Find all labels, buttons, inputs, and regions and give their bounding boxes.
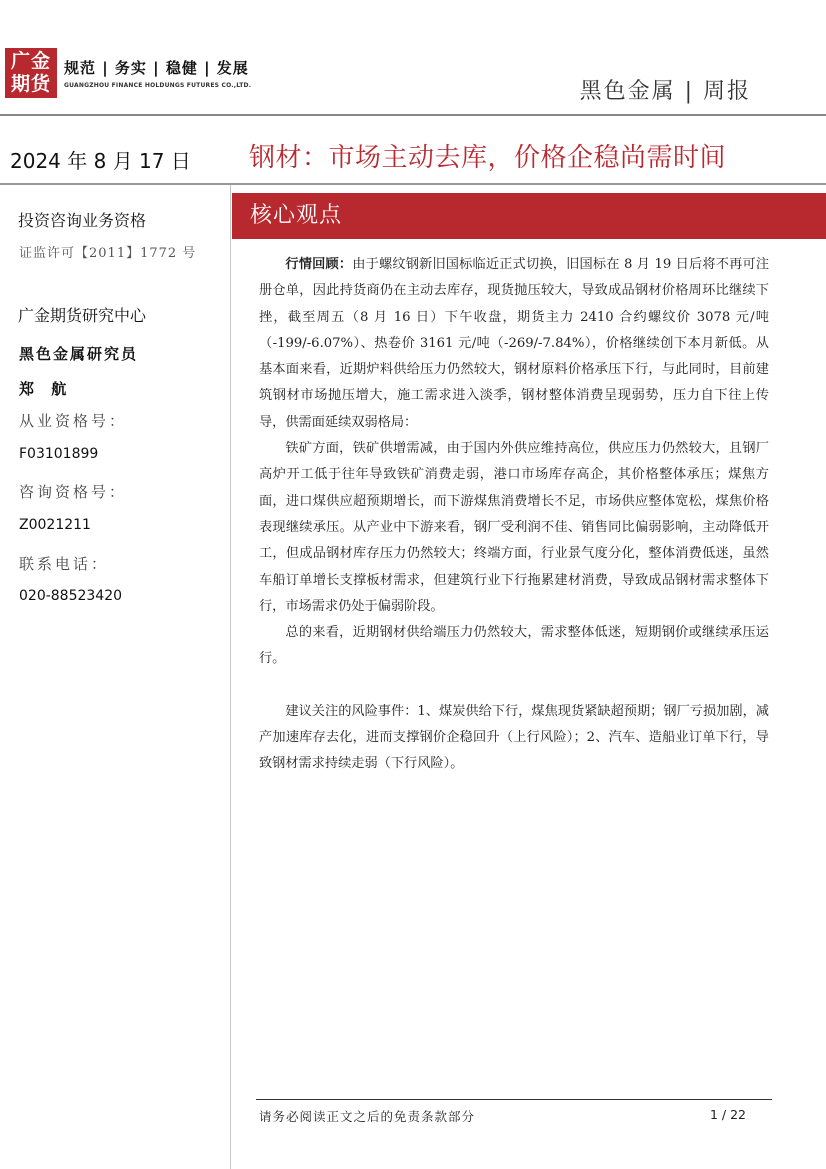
company-slogan: 规范 | 务实 | 稳健 | 发展: [64, 59, 249, 77]
company-name-en: GUANGZHOU FINANCE HOLDUNGS FUTURES CO.,LTD.: [64, 82, 252, 89]
logo-text-line2: 期货: [10, 73, 51, 95]
analyst-name: 郑 航: [19, 380, 73, 398]
company-logo: [5, 48, 57, 98]
license-number: 证监许可【2011】1772 号: [19, 246, 197, 261]
report-type: 黑色金属 | 周报: [579, 79, 751, 104]
paragraph-review: [259, 252, 769, 436]
paragraph-review-text: 由于螺纹钢新旧国标临近正式切换，旧国标在 8 月 19 日后将不再可注册仓单，因此持货商仍在主动去库存，现货抛压较大，导致成品钢材价格周环比继续下挫，截至周五（8 月 16 日）下午收盘，期货主力 2410 合约螺纹价 3078 元/吨（-199/-6.07%）、热卷价 3161 元/吨（-269/-7.84%），价格继续创下本月新低。从基本面来看，近期炉料供给压力仍然较大，钢材原料价格承压下行，与此同时，目前建筑钢材市场抛压增大，施工需求进入淡季，钢材整体消费呈现弱势，压力自下往上传导，供需面延续双弱格局：: [259, 257, 770, 430]
paragraph-supply: 铁矿方面，铁矿供增需减，由于国内外供应维持高位，供应压力仍然较大，且钢厂高炉开工低于往年导致铁矿消费走弱，港口市场库存高企，其价格整体承压；煤焦方面，进口煤供应超预期增长，而下游煤焦消费增长不足，市场供应整体宽松，煤焦价格表现继续承压。从产业中下游来看，钢厂受利润不佳、销售同比偏弱影响，主动降低开工，但成品钢材库存压力仍然较大；终端方面，行业景气度分化，整体消费低迷，虽然车船订单增长支撑板材需求，但建筑行业下行拖累建材消费，导致成品钢材需求整体下行，市场需求仍处于偏弱阶段。: [259, 441, 769, 614]
research-center: 广金期货研究中心: [18, 306, 147, 325]
logo-text-line1: 广金: [10, 50, 51, 72]
qualification-title: 投资咨询业务资格: [18, 211, 147, 230]
report-date: 2024 年 8 月 17 日: [10, 149, 191, 173]
sidebar: [0, 185, 231, 1169]
practice-label: 从业资格号：: [19, 412, 128, 430]
phone-number: 020-88523420: [19, 588, 123, 604]
section-title: 核心观点: [232, 193, 826, 239]
consult-number: Z0021211: [19, 517, 91, 533]
consult-label: 咨询资格号：: [19, 483, 128, 501]
header-divider: [0, 114, 826, 116]
disclaimer-note: 请务必阅读正文之后的免责条款部分: [259, 1109, 476, 1124]
page-number: 1 / 22: [709, 1107, 746, 1122]
lead-label: 行情回顾：: [285, 257, 353, 272]
footer-divider: [256, 1099, 772, 1100]
analyst-role: 黑色金属研究员: [19, 345, 139, 363]
paragraph-risk: 建议关注的风险事件：1、煤炭供给下行，煤焦现货紧缺超预期；钢厂亏损加剧，减产加速库存去化，进而支撑钢价企稳回升（上行风险）；2、汽车、造船业订单下行，导致钢材需求持续走弱（下行风险）。: [259, 703, 769, 772]
core-view-body: [259, 252, 769, 778]
practice-number: F03101899: [19, 446, 99, 462]
paragraph-summary: 总的来看，近期钢材供给端压力仍然较大，需求整体低迷，短期钢价或继续承压运行。: [259, 625, 769, 667]
report-headline: 钢材：市场主动去库，价格企稳尚需时间: [249, 143, 727, 173]
phone-label: 联系电话：: [19, 555, 110, 573]
